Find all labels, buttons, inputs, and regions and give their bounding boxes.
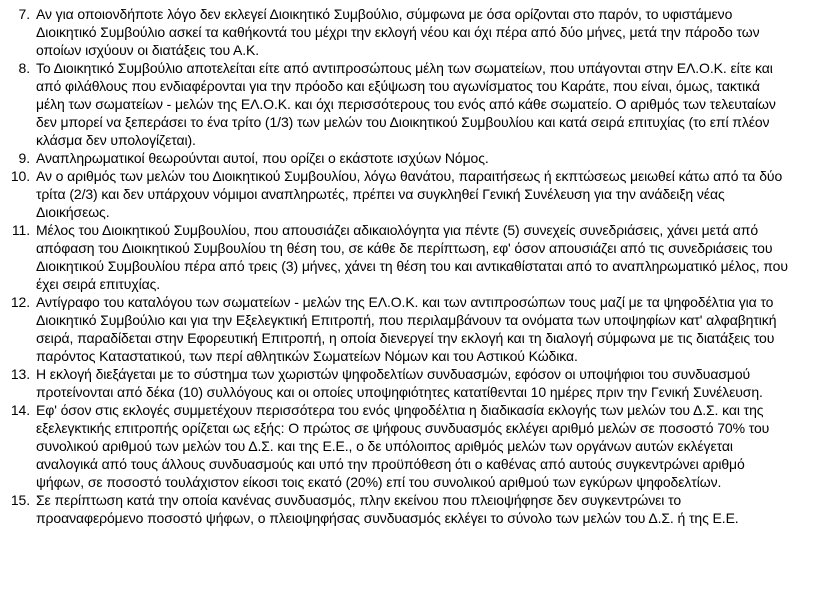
item-text: Το Διοικητικό Συμβούλιο αποτελείται είτε από αντιπροσώπους μέλη των σωματείων, που υπάγονται στην ΕΛ.Ο.Κ. είτε και από φιλάθλους που ενδιαφέρονται για την πρόοδο και εξύψωση του αγωνίσματος του Καράτε, που είναι, όμως, τακτικά μέλη των σωματείων - μελών της ΕΛ.Ο.Κ. και όχι περισσότερους του ενός από κάθε σωματείο. Ο αριθμός των τελευταίων δεν μπορεί να ξεπεράσει το ένα τρίτο (1/3) των μελών του Διοικητικού Συμβουλίου και κατά σειρά επιτυχίας (το επί πλέον κλάσμα δεν υπολογίζεται). — [36, 60, 776, 148]
list-item — [0, 401, 806, 491]
list-item — [0, 167, 806, 221]
item-text: Μέλος του Διοικητικού Συμβουλίου, που απουσιάζει αδικαιολόγητα για πέντε (5) συνεχείς συνεδριάσεις, χάνει μετά από απόφαση του Διοικητικού Συμβουλίου τη θέση του, σε κάθε δε περίπτωση, εφ' όσον απουσιάζει από τις συνεδριάσεις του Διοικητικού Συμβουλίου πέρα από τρεις (3) μήνες, χάνει τη θέση του και αντικαθίσταται από το αναπληρωματικό μέλος, που έχει σειρά επιτυχίας. — [36, 222, 788, 292]
item-number: 12. — [10, 294, 30, 310]
list-item — [0, 5, 806, 59]
item-number: 15. — [10, 492, 30, 508]
item-text: Αντίγραφο του καταλόγου των σωματείων - μελών της ΕΛ.Ο.Κ. και των αντιπροσώπων τους μαζί με τα ψηφοδέλτια για το Διοικητικό Συμβούλιο και για την Εξελεγκτική Επιτροπή, που περιλαμβάνουν τα ονόματα των υποψηφίων κατ' αλφαβητική σειρά, παραδίδεται στην Εφορευτική Επιτροπή, η οποία διενεργεί την εκλογή και τη διαλογή σύμφωνα με τις διατάξεις του παρόντος Καταστατικού, των περί αθλητικών Σωματείων Νόμων και του Αστικού Κώδικα. — [36, 294, 777, 364]
item-text: Αν ο αριθμός των μελών του Διοικητικού Συμβουλίου, λόγω θανάτου, παραιτήσεως ή εκπτώσεως μειωθεί κάτω από τα δύο τρίτα (2/3) και δεν υπάρχουν νόμιμοι αναπληρωτές, πρέπει να συγκληθεί Γενική Συνέλευση για την ανάδειξη νέας Διοικήσεως. — [36, 168, 783, 220]
item-text: Η εκλογή διεξάγεται με το σύστημα των χωριστών ψηφοδελτίων συνδυασμών, εφόσον οι υποψήφιοι του συνδυασμού προτείνονται από δέκα (10) συλλόγους και οι οποίες υποψηφιότητες κατατίθενται 10 ημέρες πριν την Γενική Συνέλευση. — [36, 366, 763, 400]
list-item — [0, 221, 806, 293]
item-text: Εφ' όσον στις εκλογές συμμετέχουν περισσότερα του ενός ψηφοδέλτια η διαδικασία εκλογής των μελών του Δ.Σ. και της εξελεγκτικής επιτροπής ορίζεται ως εξής: Ο πρώτος σε ψήφους συνδυασμός εκλέγει αριθμό μελών σε ποσοστό 70% του συνολικού αριθμού των μελών του Δ.Σ. και της Ε.Ε., ο δε υπόλοιπος αριθμός μελών των οργάνων αυτών εκλέγεται αναλογικά από τους άλλους συνδυασμούς και υπό την προϋπόθεση ότι ο καθένας από αυτούς συγκεντρώνει αριθμό ψήφων, σε ποσοστό τουλάχιστον είκοσι τοις εκατό (20%) επί του συνολικού αριθμού των εγκύρων ψηφοδελτίων. — [36, 402, 770, 490]
item-number: 9. — [18, 150, 30, 166]
item-number: 13. — [10, 366, 30, 382]
item-text: Σε περίπτωση κατά την οποία κανένας συνδυασμός, πλην εκείνου που πλειοψήφησε δεν συγκεντρώνει το προαναφερόμενο ποσοστό ψήφων, ο πλειοψηφήσας συνδυασμός εκλέγει το σύνολο των μελών του Δ.Σ. ή της Ε.Ε. — [36, 492, 739, 526]
item-text: Αν για οποιονδήποτε λόγο δεν εκλεγεί Διοικητικό Συμβούλιο, σύμφωνα με όσα ορίζονται στο παρόν, το υφιστάμενο Διοικητικό Συμβούλιο ασκεί τα καθήκοντά του μέχρι την εκλογή νέου και όχι πέρα από δύο μήνες, μετά την πάροδο των οποίων ισχύουν οι διατάξεις του Α.Κ. — [36, 6, 760, 58]
item-number: 11. — [11, 222, 30, 238]
list-item — [0, 293, 806, 365]
item-number: 14. — [10, 402, 30, 418]
item-number: 7. — [18, 6, 30, 22]
list-item — [0, 491, 806, 527]
item-text: Αναπληρωματικοί θεωρούνται αυτοί, που ορίζει ο εκάστοτε ισχύων Νόμος. — [36, 150, 489, 166]
item-number: 8. — [18, 60, 30, 76]
list-item — [0, 59, 806, 149]
item-number: 10. — [10, 168, 30, 184]
list-item — [0, 149, 806, 167]
list-item — [0, 365, 806, 401]
